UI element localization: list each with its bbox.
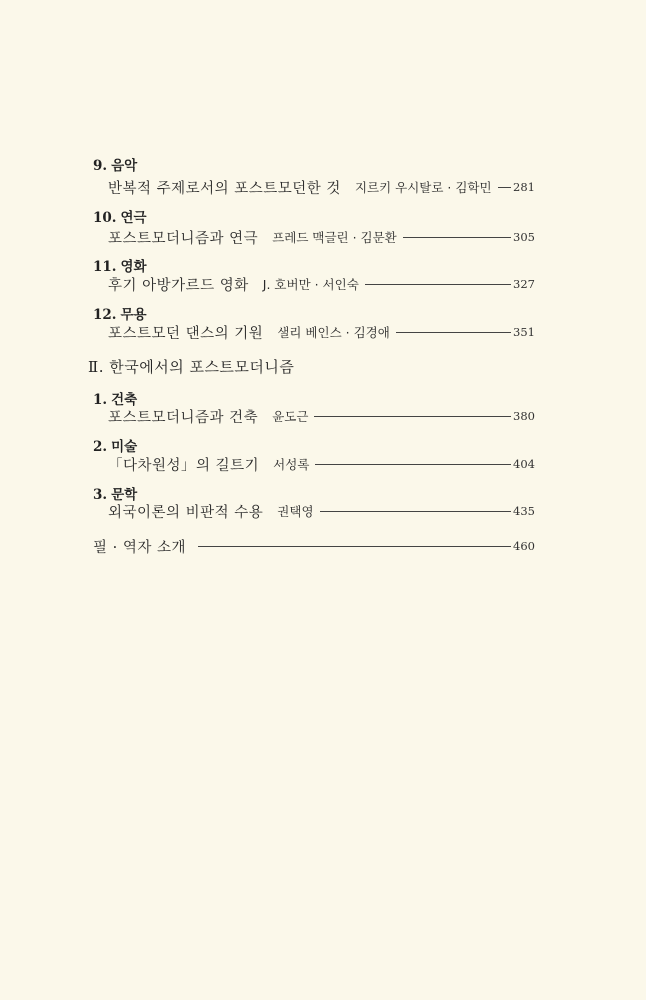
section-name: 건축 xyxy=(111,392,138,408)
section-heading xyxy=(93,154,137,174)
section-number: 9. xyxy=(93,158,108,174)
entry-title: 포스트모더니즘과 연극 xyxy=(108,230,259,247)
toc-entry[interactable] xyxy=(108,322,535,342)
toc-entry[interactable] xyxy=(108,274,535,294)
entry-title: 「다차원성」의 길트기 xyxy=(108,457,260,474)
section-number: 10. xyxy=(93,210,117,226)
page-number: 281 xyxy=(513,180,535,194)
entry-title: 포스트모더니즘과 건축 xyxy=(108,409,259,426)
toc-entry[interactable] xyxy=(108,454,535,474)
part-heading: Ⅱ. 한국에서의 포스트모더니즘 xyxy=(88,358,295,376)
page-number: 380 xyxy=(513,409,535,423)
dot-leader xyxy=(315,464,511,465)
section-name: 문학 xyxy=(111,487,138,503)
dot-leader xyxy=(320,511,512,512)
section-name: 음악 xyxy=(111,158,138,174)
section-heading xyxy=(93,435,137,455)
entry-title: 반복적 주제로서의 포스트모던한 것 xyxy=(108,180,341,197)
section-number: 3. xyxy=(93,487,108,503)
page-number: 351 xyxy=(513,325,535,339)
dot-leader xyxy=(314,416,511,417)
entry-author: 윤도근 xyxy=(272,409,309,424)
section-number: 12. xyxy=(93,307,117,323)
contributors-entry[interactable] xyxy=(93,536,535,556)
section-name: 무용 xyxy=(120,307,147,323)
dot-leader xyxy=(403,237,511,238)
page-number: 327 xyxy=(513,277,535,291)
entry-title: 포스트모던 댄스의 기원 xyxy=(108,325,264,342)
dot-leader xyxy=(396,332,511,333)
page-number: 305 xyxy=(513,230,535,244)
section-number: 2. xyxy=(93,439,108,455)
section-heading xyxy=(93,303,147,323)
toc-entry[interactable] xyxy=(108,501,535,521)
entry-author: 지르키 우시탈로 · 김학민 xyxy=(354,180,492,195)
entry-author: 프레드 맥글린 · 김문환 xyxy=(272,230,397,245)
section-heading xyxy=(93,206,147,226)
entry-author: J. 호버만 · 서인숙 xyxy=(262,277,359,292)
section-name: 영화 xyxy=(120,259,147,275)
section-heading xyxy=(93,255,147,275)
dot-leader xyxy=(365,284,511,285)
entry-title: 외국이론의 비판적 수용 xyxy=(108,504,264,521)
section-number: 1. xyxy=(93,392,108,408)
entry-author: 권택영 xyxy=(277,504,314,519)
section-name: 연극 xyxy=(120,210,147,226)
toc-entry[interactable] xyxy=(108,406,535,426)
entry-author: 서성록 xyxy=(273,457,310,472)
entry-title: 필 · 역자 소개 xyxy=(93,539,186,556)
entry-title: 후기 아방가르드 영화 xyxy=(108,277,249,294)
section-name: 미술 xyxy=(111,439,138,455)
dot-leader xyxy=(498,187,511,188)
section-number: 11. xyxy=(93,259,117,275)
toc-entry[interactable] xyxy=(108,177,535,197)
toc-entry[interactable] xyxy=(108,227,535,247)
dot-leader xyxy=(198,546,511,547)
page-number: 404 xyxy=(513,457,535,471)
entry-author: 샐리 베인스 · 김경애 xyxy=(277,325,390,340)
page-number: 435 xyxy=(513,504,535,518)
page-number: 460 xyxy=(513,539,535,553)
